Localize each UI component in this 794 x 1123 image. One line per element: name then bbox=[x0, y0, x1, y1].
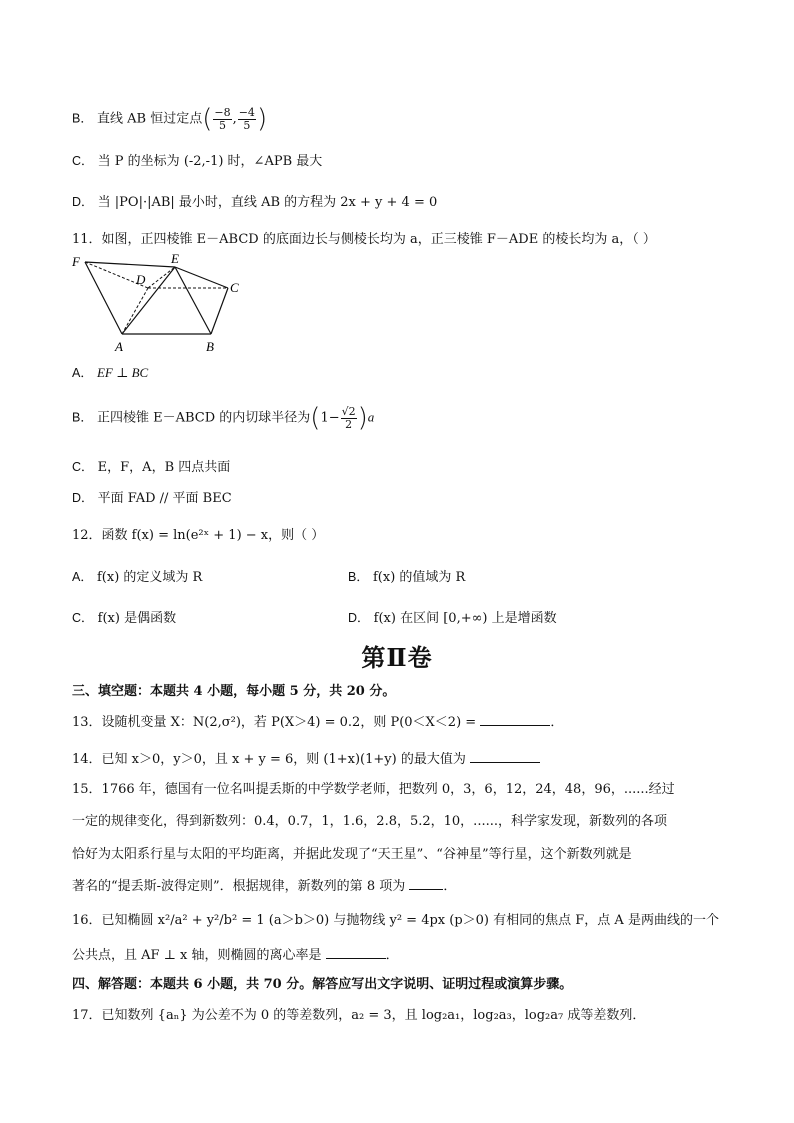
fraction: $\frac{-4}{5}$ bbox=[238, 105, 255, 132]
fig-label-e: E bbox=[171, 251, 179, 266]
section-header-solutions: 四、解答题：本题共 6 小题，共 70 分。解答应写出文字说明、证明过程或演算步骤。 bbox=[72, 977, 573, 992]
fig-label-f: F bbox=[72, 254, 80, 269]
q15-line-2: 一定的规律变化，得到新数列：0.4，0.7，1，1.6，2.8，5.2，10，......，科学家发现，新数列的各项 bbox=[72, 814, 667, 829]
fraction: $\frac{-8}{5}$ bbox=[214, 105, 231, 132]
q10-b-text: 直线 AB 恒过定点 bbox=[96, 111, 203, 127]
q14-text: 14．已知 x＞0，y＞0，且 x + y = 6，则 (1+x)(1+y) 的最大值为 bbox=[72, 752, 466, 767]
q11-stem: 11．如图，正四棱锥 E－ABCD 的底面边长与侧棱长均为 a，正三棱锥 F－ADE 的棱长均为 a，（ ） bbox=[72, 232, 656, 247]
q17: 17．已知数列 {aₙ} 为公差不为 0 的等差数列，a₂ = 3，且 log₂a₁，log₂a₃，log₂a₇ 成等差数列． bbox=[72, 1008, 646, 1023]
q10-d-text: 当 |PO|·|AB| 最小时，直线 AB 的方程为 2x + y + 4 = 0 bbox=[97, 195, 438, 210]
q16-line-2: 公共点，且 AF ⊥ x 轴，则椭圆的离心率是 ． bbox=[72, 948, 399, 963]
section-header-fill-in: 三、填空题：本题共 4 小题，每小题 5 分，共 20 分。 bbox=[72, 684, 396, 699]
q11-option-d: D． 平面 FAD // 平面 BEC bbox=[72, 491, 232, 506]
q10-c-text: 当 P 的坐标为 (-2,-1) 时，∠APB 最大 bbox=[97, 154, 323, 169]
part-title: 第Ⅱ卷 bbox=[361, 643, 433, 672]
q13-text: 13．设随机变量 X：N(2,σ²)，若 P(X＞4) = 0.2，则 P(0＜X＜2) = bbox=[72, 715, 477, 730]
option-label: B． bbox=[72, 111, 93, 126]
q11-a-text: EF ⊥ BC bbox=[96, 365, 149, 380]
q11-d-text: 平面 FAD // 平面 BEC bbox=[97, 491, 232, 506]
q14 bbox=[72, 748, 540, 767]
answer-blank[interactable] bbox=[409, 877, 443, 890]
q11-option-a: A． EF ⊥ BC bbox=[72, 365, 149, 380]
q12-d-text: f(x) 在区间 [0,+∞) 上是增函数 bbox=[373, 611, 557, 626]
fig-label-b: B bbox=[206, 339, 214, 354]
fig-label-c: C bbox=[230, 280, 239, 295]
fraction: $\frac{√2}{2}$ bbox=[341, 404, 356, 431]
q12-stem: 12．函数 f(x) = ln(e²ˣ + 1) − x，则（ ） bbox=[72, 528, 325, 543]
q15-line-3: 恰好为太阳系行星与太阳的平均距离，并据此发现了“天王星”、“谷神星”等行星，这个新数列就是 bbox=[72, 847, 632, 862]
q10-option-b: B． 直线 AB 恒过定点( $\frac{-8}{5}$ , $\frac{-4}{5}$ ) bbox=[72, 104, 268, 134]
q13: 13．设随机变量 X：N(2,σ²)，若 P(X＞4) = 0.2，则 P(0＜X＜2) = ． bbox=[72, 715, 564, 730]
q11-option-b: B． 正四棱锥 E－ABCD 的内切球半径为(1− $\frac{√2}{2}$ )a bbox=[72, 403, 375, 433]
q10-option-c: C． 当 P 的坐标为 (-2,-1) 时，∠APB 最大 bbox=[72, 154, 323, 169]
q12-option-c: C． f(x) 是偶函数 bbox=[72, 611, 177, 626]
q15-line-4: 著名的“提丢斯-波得定则”．根据规律，新数列的第 8 项为 ． bbox=[72, 879, 457, 894]
q11-pyramid-figure bbox=[68, 250, 248, 356]
q15-line-1: 15．1766 年，德国有一位名叫提丢斯的中学数学老师，把数列 0，3，6，12，24，48，96，......经过 bbox=[72, 782, 675, 797]
fig-label-d: D bbox=[136, 272, 146, 287]
answer-blank[interactable] bbox=[470, 750, 540, 763]
q12-a-text: f(x) 的定义域为 R bbox=[96, 570, 203, 585]
q12-option-d: D． f(x) 在区间 [0,+∞) 上是增函数 bbox=[348, 611, 557, 626]
answer-blank[interactable] bbox=[326, 946, 386, 959]
q11-b-text: 正四棱锥 E－ABCD 的内切球半径为 bbox=[96, 410, 311, 426]
q16-line-1: 16．已知椭圆 x²/a² + y²/b² = 1 (a＞b＞0) 与抛物线 y² = 4px (p＞0) 有相同的焦点 F，点 A 是两曲线的一个 bbox=[72, 913, 719, 928]
q12-b-text: f(x) 的值域为 R bbox=[372, 570, 466, 585]
q11-option-c: C． E，F，A，B 四点共面 bbox=[72, 460, 231, 475]
fig-label-a: A bbox=[115, 339, 123, 354]
answer-blank[interactable] bbox=[480, 713, 550, 726]
q11-c-text: E，F，A，B 四点共面 bbox=[97, 460, 231, 475]
q12-option-b: B． f(x) 的值域为 R bbox=[348, 570, 466, 585]
q12-option-a: A． f(x) 的定义域为 R bbox=[72, 570, 203, 585]
q10-option-d: D． 当 |PO|·|AB| 最小时，直线 AB 的方程为 2x + y + 4 = 0 bbox=[72, 195, 438, 210]
q12-c-text: f(x) 是偶函数 bbox=[97, 611, 177, 626]
